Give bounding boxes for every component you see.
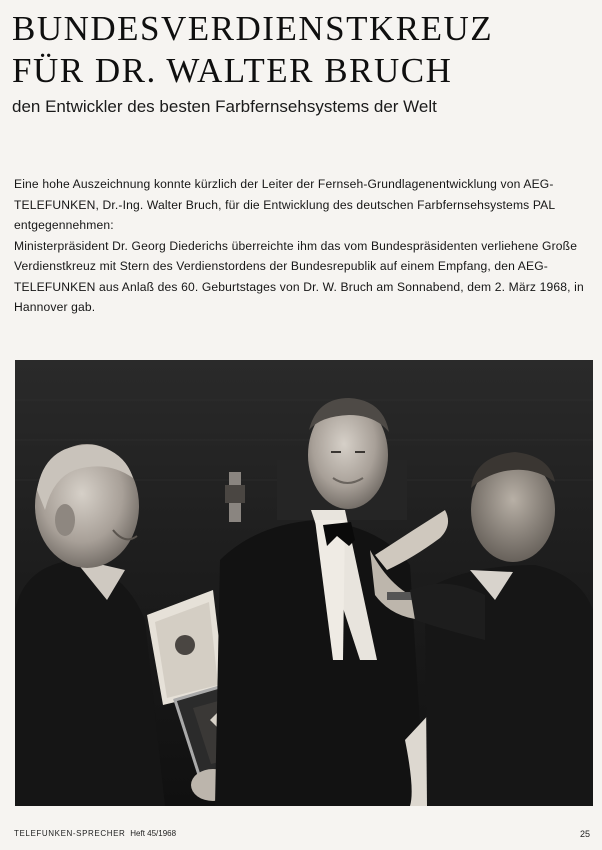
issue-label: Heft 45/1968	[130, 829, 177, 838]
publication-name: TELEFUNKEN-SPRECHER	[14, 829, 126, 838]
headline	[12, 8, 597, 92]
paragraph-ceremony: Ministerpräsident Dr. Georg Diederichs überreichte ihm das vom Bundespräsidenten verliehene Große Verdienstkreuz mit Stern des Verdienstordens der Bundesrepublik auf einem Empfang, den AEG-TELEFUNKEN aus Anlaß des 60. Geburtstages von Dr. W. Bruch am Sonnabend, dem 2. März 1968, in Hannover gab.	[14, 238, 584, 314]
ceremony-photo	[15, 360, 593, 806]
subtitle: den Entwickler des besten Farbfernsehsystems der Welt	[12, 97, 437, 116]
page-number: 25	[579, 829, 590, 839]
article-body	[14, 174, 596, 318]
paragraph-intro: Eine hohe Auszeichnung konnte kürzlich der Leiter der Fernseh-Grundlagenentwicklung von AEG-TELEFUNKEN, Dr.-Ing. Walter Bruch, für die Entwicklung des deutschen Farbfernsehsystems PAL entgegennehmen:	[14, 177, 555, 232]
headline-line-2: FÜR DR. WALTER BRUCH	[12, 51, 453, 90]
headline-line-1: BUNDESVERDIENSTKREUZ	[12, 9, 494, 48]
footer-publication	[14, 829, 176, 838]
